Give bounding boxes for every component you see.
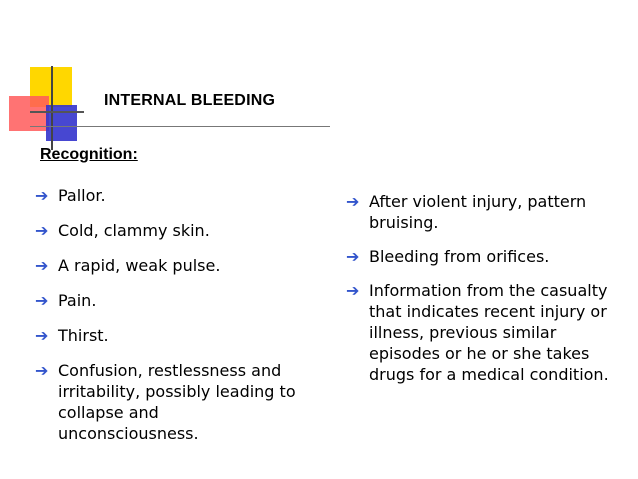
arrow-bullet-icon: ➔ [35,361,49,380]
title-underline-rule [30,126,330,127]
list-item [35,290,300,311]
list-item-text: Pallor. [58,186,106,205]
list-item-text: Cold, clammy skin. [58,221,210,240]
right-bullet-list [346,191,616,398]
section-heading: Recognition: [40,146,138,163]
list-item [346,191,616,233]
arrow-bullet-icon: ➔ [35,221,49,240]
list-item-text: Thirst. [58,326,109,345]
list-item [35,360,300,444]
list-item [35,185,300,206]
arrow-bullet-icon: ➔ [346,192,360,211]
list-item-text: After violent injury, pattern bruising. [369,192,587,232]
logo-horizontal-line [30,111,84,113]
list-item [35,325,300,346]
left-bullet-list [35,185,300,458]
arrow-bullet-icon: ➔ [35,186,49,205]
arrow-bullet-icon: ➔ [35,256,49,275]
logo-vertical-line [51,66,53,150]
arrow-bullet-icon: ➔ [346,247,360,266]
list-item-text: Pain. [58,291,97,310]
list-item [346,280,616,385]
list-item-text: Information from the casualty that indicates recent injury or illness, previous similar episodes or he or she takes drugs for a medical condition. [369,281,609,384]
list-item [35,220,300,241]
list-item-text: A rapid, weak pulse. [58,256,221,275]
list-item-text: Confusion, restlessness and irritability, possibly leading to collapse and unconsciousness. [58,361,296,443]
list-item [35,255,300,276]
list-item [346,246,616,267]
arrow-bullet-icon: ➔ [35,326,49,345]
arrow-bullet-icon: ➔ [346,281,360,300]
list-item-text: Bleeding from orifices. [369,247,550,266]
slide-title: INTERNAL BLEEDING [104,92,276,109]
arrow-bullet-icon: ➔ [35,291,49,310]
